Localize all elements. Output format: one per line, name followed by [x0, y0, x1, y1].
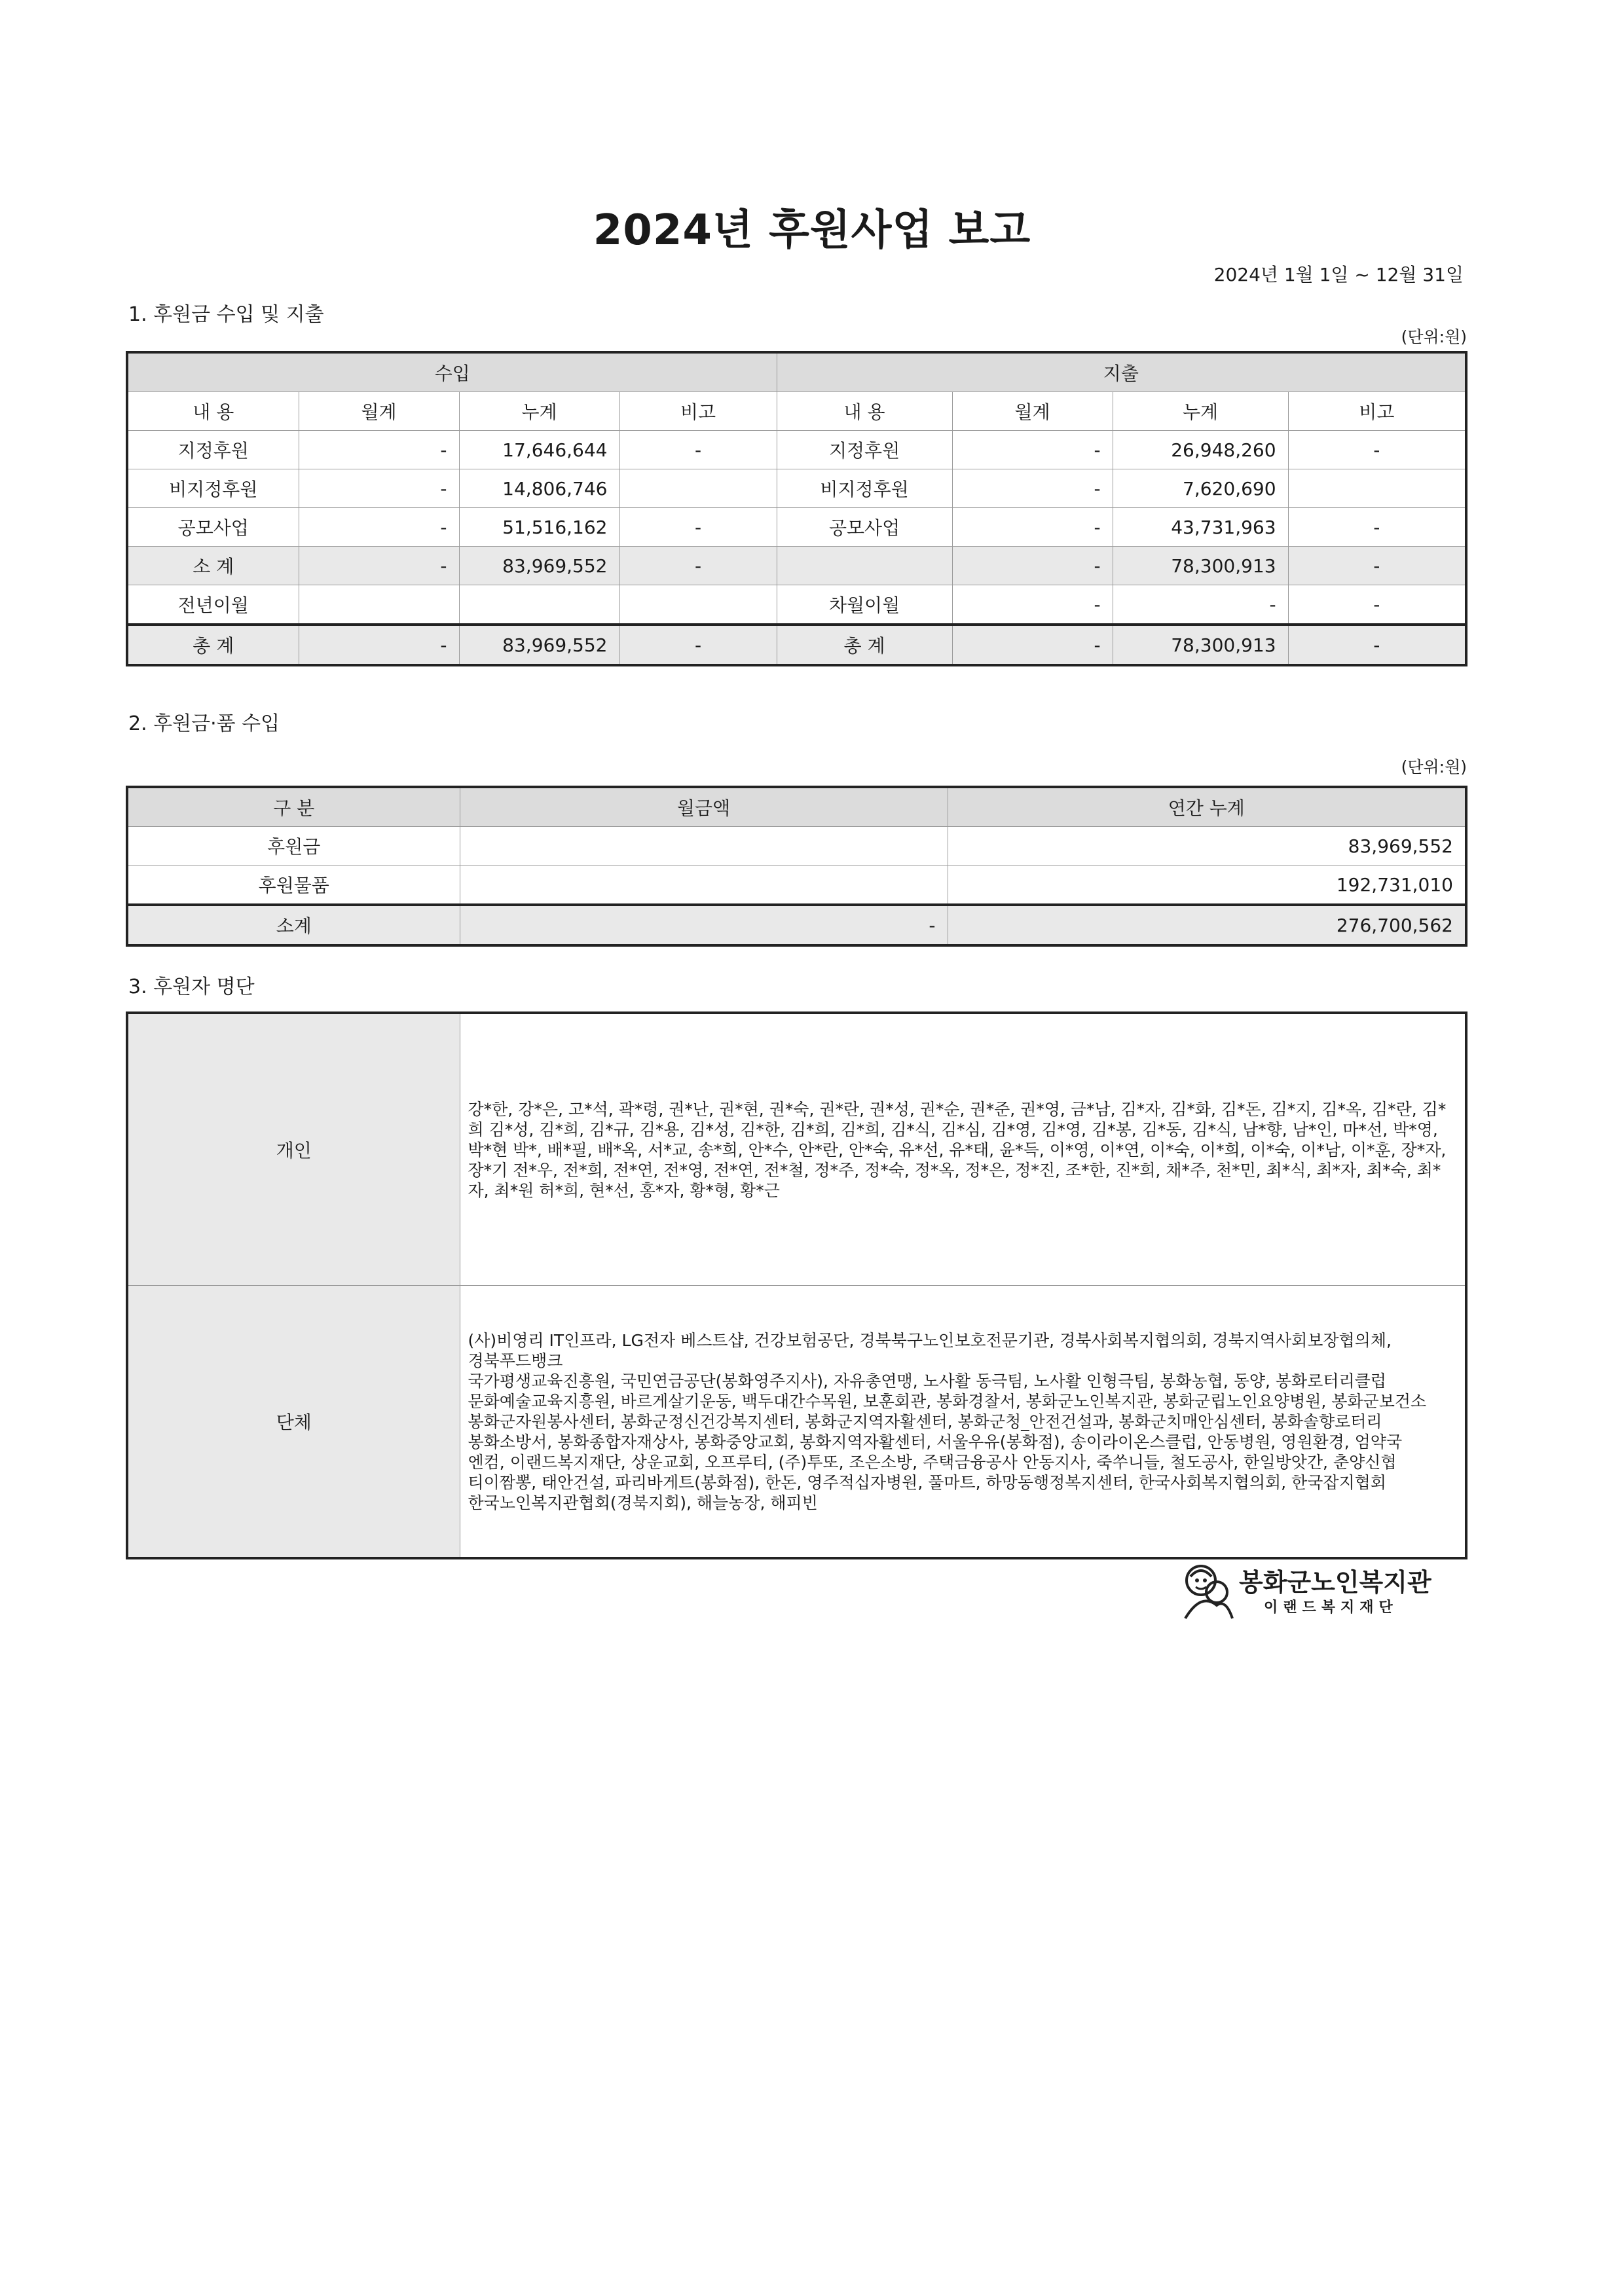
table-cell: -: [460, 905, 948, 945]
column-header: 연간 누계: [948, 787, 1466, 827]
table-cell: -: [299, 431, 459, 469]
section1-heading: 1. 후원금 수입 및 지출: [128, 303, 324, 326]
column-header: 누계: [1113, 392, 1288, 431]
table-cell: 총 계: [777, 625, 952, 665]
table-cell: 지정후원: [777, 431, 952, 469]
table-cell: -: [952, 625, 1113, 665]
section3-heading: 3. 후원자 명단: [128, 975, 255, 998]
table-cell: -: [299, 547, 459, 585]
table-cell: -: [299, 625, 459, 665]
table-cell: -: [1113, 585, 1288, 625]
table-cell: 소계: [127, 905, 460, 945]
column-header: 월계: [952, 392, 1113, 431]
group-donor-line: 봉화소방서, 봉화종합자재상사, 봉화중앙교회, 봉화지역자활센터, 서울우유(봉화점), 송이라이온스클럽, 안동병원, 영원환경, 엄약국: [468, 1432, 1403, 1451]
column-header: 내 용: [777, 392, 952, 431]
table-cell: 43,731,963: [1113, 508, 1288, 547]
group-donor-line: 한국노인복지관협회(경북지회), 해늘농장, 해피빈: [468, 1493, 818, 1512]
page-title: 2024년 후원사업 보고: [593, 206, 1031, 255]
elderly-couple-icon: [1179, 1561, 1234, 1621]
table-cell: -: [1288, 625, 1466, 665]
table-cell: -: [619, 547, 777, 585]
table-cell: 192,731,010: [948, 866, 1466, 905]
column-header: 월금액: [460, 787, 948, 827]
report-period: 2024년 1월 1일 ~ 12월 31일: [1213, 264, 1464, 285]
income-expense-table: [126, 351, 1467, 666]
table-cell: [460, 827, 948, 866]
column-header: 비고: [619, 392, 777, 431]
table-cell: [459, 585, 619, 625]
income-header: 수입: [127, 352, 777, 392]
table-row: [127, 866, 1466, 905]
table-cell: -: [1288, 547, 1466, 585]
table-row: [127, 508, 1466, 547]
table-row: [127, 585, 1466, 625]
section1-unit: (단위:원): [1401, 327, 1467, 346]
table-cell: 78,300,913: [1113, 625, 1288, 665]
logo-name: 봉화군노인복지관: [1239, 1568, 1431, 1597]
table-cell: 7,620,690: [1113, 469, 1288, 508]
table-cell: 후원물품: [127, 866, 460, 905]
expense-header: 지출: [777, 352, 1466, 392]
organization-logo: [1179, 1558, 1467, 1624]
column-header: 월계: [299, 392, 459, 431]
group-donor-line: 티이짬뽕, 태안건설, 파리바게트(봉화점), 한돈, 영주적십자병원, 풀마트, 하망동행정복지센터, 한국사회복지협의회, 한국잡지협회: [468, 1472, 1386, 1492]
table-cell: 전년이월: [127, 585, 299, 625]
table-cell: -: [952, 469, 1113, 508]
table-cell: 비지정후원: [777, 469, 952, 508]
table-cell: 276,700,562: [948, 905, 1466, 945]
subtotal-row: [127, 547, 1466, 585]
table-cell: 공모사업: [777, 508, 952, 547]
table-cell: -: [952, 585, 1113, 625]
table-cell: -: [299, 469, 459, 508]
subtotal-row: [127, 905, 1466, 945]
group-donor-line: 문화예술교육지흥원, 바르게살기운동, 백두대간수목원, 보훈회관, 봉화경찰서, 봉화군노인복지관, 봉화군립노인요양병원, 봉화군보건소: [468, 1391, 1427, 1411]
table-cell: 14,806,746: [459, 469, 619, 508]
table-cell: 83,969,552: [459, 625, 619, 665]
table-cell: 후원금: [127, 827, 460, 866]
group-donor-line: (사)비영리 IT인프라, LG전자 베스트샵, 건강보험공단, 경북북구노인보호전문기관, 경북사회복지협의회, 경북지역사회보장협의체, 경북푸드뱅크: [468, 1330, 1392, 1370]
table-cell: 총 계: [127, 625, 299, 665]
table-cell: 지정후원: [127, 431, 299, 469]
logo-subtitle: 이랜드복지재단: [1264, 1599, 1398, 1616]
table-cell: 26,948,260: [1113, 431, 1288, 469]
donor-list-table: [126, 1011, 1467, 1559]
table-cell: -: [619, 508, 777, 547]
group-donor-line: 봉화군자원봉사센터, 봉화군정신건강복지센터, 봉화군지역자활센터, 봉화군청_안전건설과, 봉화군치매안심센터, 봉화솔향로터리: [468, 1412, 1382, 1431]
table-cell: 51,516,162: [459, 508, 619, 547]
individual-row: [127, 1013, 1466, 1286]
table-cell: -: [299, 508, 459, 547]
table-cell: 소 계: [127, 547, 299, 585]
column-header-row: [127, 392, 1466, 431]
table-row: [127, 469, 1466, 508]
table-cell: -: [619, 625, 777, 665]
table-cell: 공모사업: [127, 508, 299, 547]
table-cell: -: [952, 431, 1113, 469]
table-cell: -: [1288, 431, 1466, 469]
table-cell: 비지정후원: [127, 469, 299, 508]
table-cell: 78,300,913: [1113, 547, 1288, 585]
column-header: 내 용: [127, 392, 299, 431]
column-header: 구 분: [127, 787, 460, 827]
group-donor-line: 국가평생교육진흥원, 국민연금공단(봉화영주지사), 자유총연맹, 노사활 동극팀, 노사활 인형극팀, 봉화농협, 동양, 봉화로터리클럽: [468, 1371, 1386, 1391]
group-label: 단체: [127, 1286, 460, 1559]
table-cell: 차월이월: [777, 585, 952, 625]
table-cell: [619, 585, 777, 625]
table-cell: [1288, 469, 1466, 508]
table-cell: -: [619, 431, 777, 469]
table-cell: [619, 469, 777, 508]
table-cell: 17,646,644: [459, 431, 619, 469]
table-cell: 83,969,552: [459, 547, 619, 585]
table-cell: [299, 585, 459, 625]
column-header-row: [127, 787, 1466, 827]
table-row: [127, 431, 1466, 469]
table-cell: -: [1288, 585, 1466, 625]
table-cell: [777, 547, 952, 585]
table-cell: -: [952, 547, 1113, 585]
table-cell: 83,969,552: [948, 827, 1466, 866]
column-header: 누계: [459, 392, 619, 431]
total-row: [127, 625, 1466, 665]
group-row: [127, 1286, 1466, 1559]
group-donors: [460, 1286, 1466, 1559]
group-donor-line: 엔컴, 이랜드복지재단, 상운교회, 오프루티, (주)투또, 조은소방, 주택금융공사 안동지사, 죽쑤니들, 철도공사, 한일방앗간, 춘양신협: [468, 1452, 1397, 1472]
individual-label: 개인: [127, 1013, 460, 1286]
table-cell: [460, 866, 948, 905]
column-header: 비고: [1288, 392, 1466, 431]
section2-unit: (단위:원): [1401, 757, 1467, 776]
donation-summary-table: [126, 786, 1467, 947]
section2-heading: 2. 후원금·품 수입: [128, 712, 280, 735]
table-cell: -: [952, 508, 1113, 547]
table-row: [127, 827, 1466, 866]
individual-donors: 강*한, 강*은, 고*석, 곽*령, 권*난, 권*현, 권*숙, 권*란, 권*성, 권*순, 권*준, 권*영, 금*남, 김*자, 김*화, 김*돈, 김*지, 김*옥, 김*란, 김*희 김*성, 김*희, 김*규, 김*용, 김*성, 김*한, 김*희, 김*희, 김*식, 김*심, 김*영, 김*영, 김*봉, 김*동, 김*식, 남*향, 남*인, 마*선, 박*영, 박*현 박*, 배*필, 배*옥, 서*교, 송*희, 안*수, 안*란, 안*숙, 유*선, 유*태, 윤*득, 이*영, 이*연, 이*숙, 이*희, 이*숙, 이*남, 이*훈, 장*자, 장*기 전*우, 전*희, 전*연, 전*영, 전*연, 전*철, 정*주, 정*숙, 정*옥, 정*은, 정*진, 조*한, 진*희, 채*주, 천*민, 최*식, 최*자, 최*숙, 최*자, 최*원 허*희, 현*선, 홍*자, 황*형, 황*근: [460, 1013, 1466, 1286]
table-cell: -: [1288, 508, 1466, 547]
